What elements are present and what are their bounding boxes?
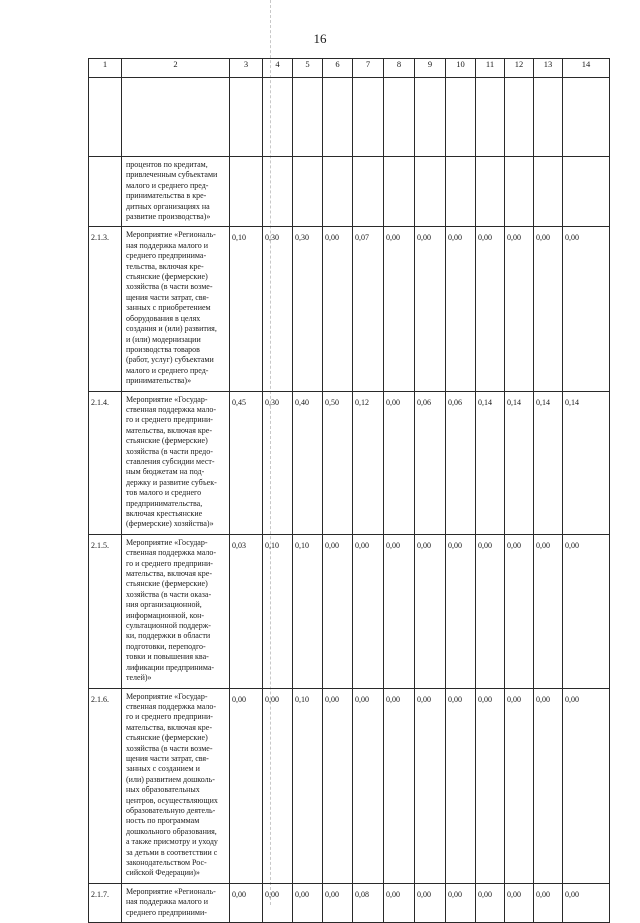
table-row	[89, 688, 610, 883]
column-header: 14	[563, 59, 610, 78]
value-cell: 0,10	[293, 688, 323, 883]
spacer-cell	[505, 78, 534, 157]
value-cell: 0,00	[384, 391, 415, 534]
column-header: 5	[293, 59, 323, 78]
value-cell: 0,00	[476, 534, 505, 688]
row-number: 2.1.4.	[89, 391, 122, 534]
value-cell: 0,06	[446, 391, 476, 534]
value-cell	[446, 157, 476, 227]
row-number: 2.1.6.	[89, 688, 122, 883]
column-header: 7	[353, 59, 384, 78]
spacer-cell	[323, 78, 353, 157]
value-cell	[323, 157, 353, 227]
value-cell: 0,14	[476, 391, 505, 534]
value-cell: 0,00	[476, 688, 505, 883]
spacer-cell	[293, 78, 323, 157]
value-cell: 0,00	[446, 227, 476, 391]
value-cell: 0,00	[476, 883, 505, 922]
value-cell: 0,12	[353, 391, 384, 534]
value-cell: 0,10	[230, 227, 263, 391]
value-cell: 0,00	[384, 227, 415, 391]
value-cell: 0,00	[563, 534, 610, 688]
page-number: 16	[313, 31, 327, 46]
value-cell: 0,45	[230, 391, 263, 534]
value-cell	[505, 157, 534, 227]
value-cell: 0,00	[323, 534, 353, 688]
value-cell: 0,00	[415, 688, 446, 883]
table-row	[89, 227, 610, 391]
value-cell: 0,00	[534, 534, 563, 688]
column-header: 4	[263, 59, 293, 78]
value-cell	[563, 157, 610, 227]
column-header: 2	[122, 59, 230, 78]
value-cell: 0,00	[505, 688, 534, 883]
measure-description: Мероприятие «Государ- ственная поддержка мало- го и среднего предприни- мательства, включая кре- стьянские (фермерские) хозяйства (в части возме- щения части затрат, свя- занных с созданием и (или) развитием дошколь- ных образовательных центров, осуществляющих образовательную деятель- ность по программам дошкольного образования, а также присмотру и уходу за детьми в соответствии с законодательством Рос- сийской Федерации)»	[122, 688, 230, 883]
value-cell: 0,00	[323, 883, 353, 922]
row-number: 2.1.3.	[89, 227, 122, 391]
spacer-cell	[534, 78, 563, 157]
value-cell: 0,30	[263, 227, 293, 391]
spacer-cell	[415, 78, 446, 157]
value-cell	[534, 157, 563, 227]
value-cell	[415, 157, 446, 227]
value-cell: 0,03	[230, 534, 263, 688]
spacer-cell	[476, 78, 505, 157]
column-header: 6	[323, 59, 353, 78]
value-cell: 0,00	[353, 534, 384, 688]
value-cell	[384, 157, 415, 227]
spacer-cell	[563, 78, 610, 157]
row-number: 2.1.7.	[89, 883, 122, 922]
value-cell: 0,00	[446, 883, 476, 922]
row-number	[89, 157, 122, 227]
value-cell: 0,30	[263, 391, 293, 534]
value-cell: 0,40	[293, 391, 323, 534]
value-cell: 0,00	[323, 688, 353, 883]
value-cell	[476, 157, 505, 227]
value-cell: 0,14	[505, 391, 534, 534]
value-cell: 0,10	[263, 534, 293, 688]
row-number: 2.1.5.	[89, 534, 122, 688]
value-cell: 0,00	[476, 227, 505, 391]
spacer-cell	[263, 78, 293, 157]
value-cell: 0,00	[415, 227, 446, 391]
column-header: 10	[446, 59, 476, 78]
value-cell: 0,00	[415, 883, 446, 922]
column-header: 9	[415, 59, 446, 78]
column-header: 1	[89, 59, 122, 78]
value-cell: 0,06	[415, 391, 446, 534]
value-cell: 0,00	[263, 883, 293, 922]
column-header: 3	[230, 59, 263, 78]
value-cell: 0,00	[563, 688, 610, 883]
value-cell: 0,00	[293, 883, 323, 922]
value-cell: 0,30	[293, 227, 323, 391]
spacer-cell	[384, 78, 415, 157]
table-row	[89, 534, 610, 688]
measure-description: процентов по кредитам, привлеченным субъектами малого и среднего пред- принимательства в кре- дитных организациях на развитие производства)»	[122, 157, 230, 227]
value-cell: 0,08	[353, 883, 384, 922]
value-cell: 0,10	[293, 534, 323, 688]
spacer-cell	[230, 78, 263, 157]
value-cell: 0,00	[415, 534, 446, 688]
value-cell: 0,00	[384, 534, 415, 688]
column-header: 13	[534, 59, 563, 78]
value-cell: 0,00	[446, 688, 476, 883]
column-header: 12	[505, 59, 534, 78]
value-cell: 0,00	[505, 883, 534, 922]
value-cell: 0,14	[534, 391, 563, 534]
measure-description: Мероприятие «Региональ- ная поддержка малого и среднего предпринима- тельства, включая кре- стьянские (фермерские) хозяйства (в части возме- щения части затрат, свя- занных с приобретением оборудования в целях создания и (или) развития, и (или) модернизации производства товаров (работ, услуг) субъектами малого и среднего пред- принимательства)»	[122, 227, 230, 391]
spacer-cell	[353, 78, 384, 157]
value-cell: 0,00	[323, 227, 353, 391]
measure-description: Мероприятие «Региональ- ная поддержка малого и среднего предприними-	[122, 883, 230, 922]
spacer-cell	[89, 78, 122, 157]
value-cell: 0,00	[534, 227, 563, 391]
column-header: 8	[384, 59, 415, 78]
value-cell: 0,14	[563, 391, 610, 534]
value-cell: 0,00	[353, 688, 384, 883]
table-row	[89, 883, 610, 922]
value-cell: 0,00	[384, 688, 415, 883]
value-cell: 0,00	[263, 688, 293, 883]
value-cell: 0,00	[505, 534, 534, 688]
value-cell: 0,00	[230, 688, 263, 883]
measure-description: Мероприятие «Государ- ственная поддержка мало- го и среднего предприни- мательства, включая кре- стьянские (фермерские) хозяйства (в части предо- ставления субсидии мест- ным бюджетам на под- держку и развитие субъек- тов малого и среднего предпринимательства, включая крестьянские (фермерские) хозяйства)»	[122, 391, 230, 534]
value-cell: 0,00	[534, 883, 563, 922]
value-cell: 0,00	[563, 883, 610, 922]
indicator-table	[88, 58, 610, 923]
table-row	[89, 391, 610, 534]
value-cell	[353, 157, 384, 227]
value-cell: 0,00	[505, 227, 534, 391]
measure-description: Мероприятие «Государ- ственная поддержка мало- го и среднего предприни- мательства, включая кре- стьянские (фермерские) хозяйства (в части оказа- ния организационной, информационной, кон- сультационной поддерж- ки, поддержки в области подготовки, переподго- товки и повышения ква- лификации предпринима- телей)»	[122, 534, 230, 688]
value-cell: 0,50	[323, 391, 353, 534]
spacer-cell	[446, 78, 476, 157]
value-cell: 0,00	[446, 534, 476, 688]
column-header: 11	[476, 59, 505, 78]
table-row	[89, 157, 610, 227]
value-cell: 0,00	[230, 883, 263, 922]
value-cell: 0,00	[534, 688, 563, 883]
value-cell	[293, 157, 323, 227]
value-cell: 0,00	[563, 227, 610, 391]
value-cell	[263, 157, 293, 227]
value-cell: 0,07	[353, 227, 384, 391]
value-cell	[230, 157, 263, 227]
spacer-cell	[122, 78, 230, 157]
value-cell: 0,00	[384, 883, 415, 922]
header-row	[89, 59, 610, 78]
spacer-row	[89, 78, 610, 157]
